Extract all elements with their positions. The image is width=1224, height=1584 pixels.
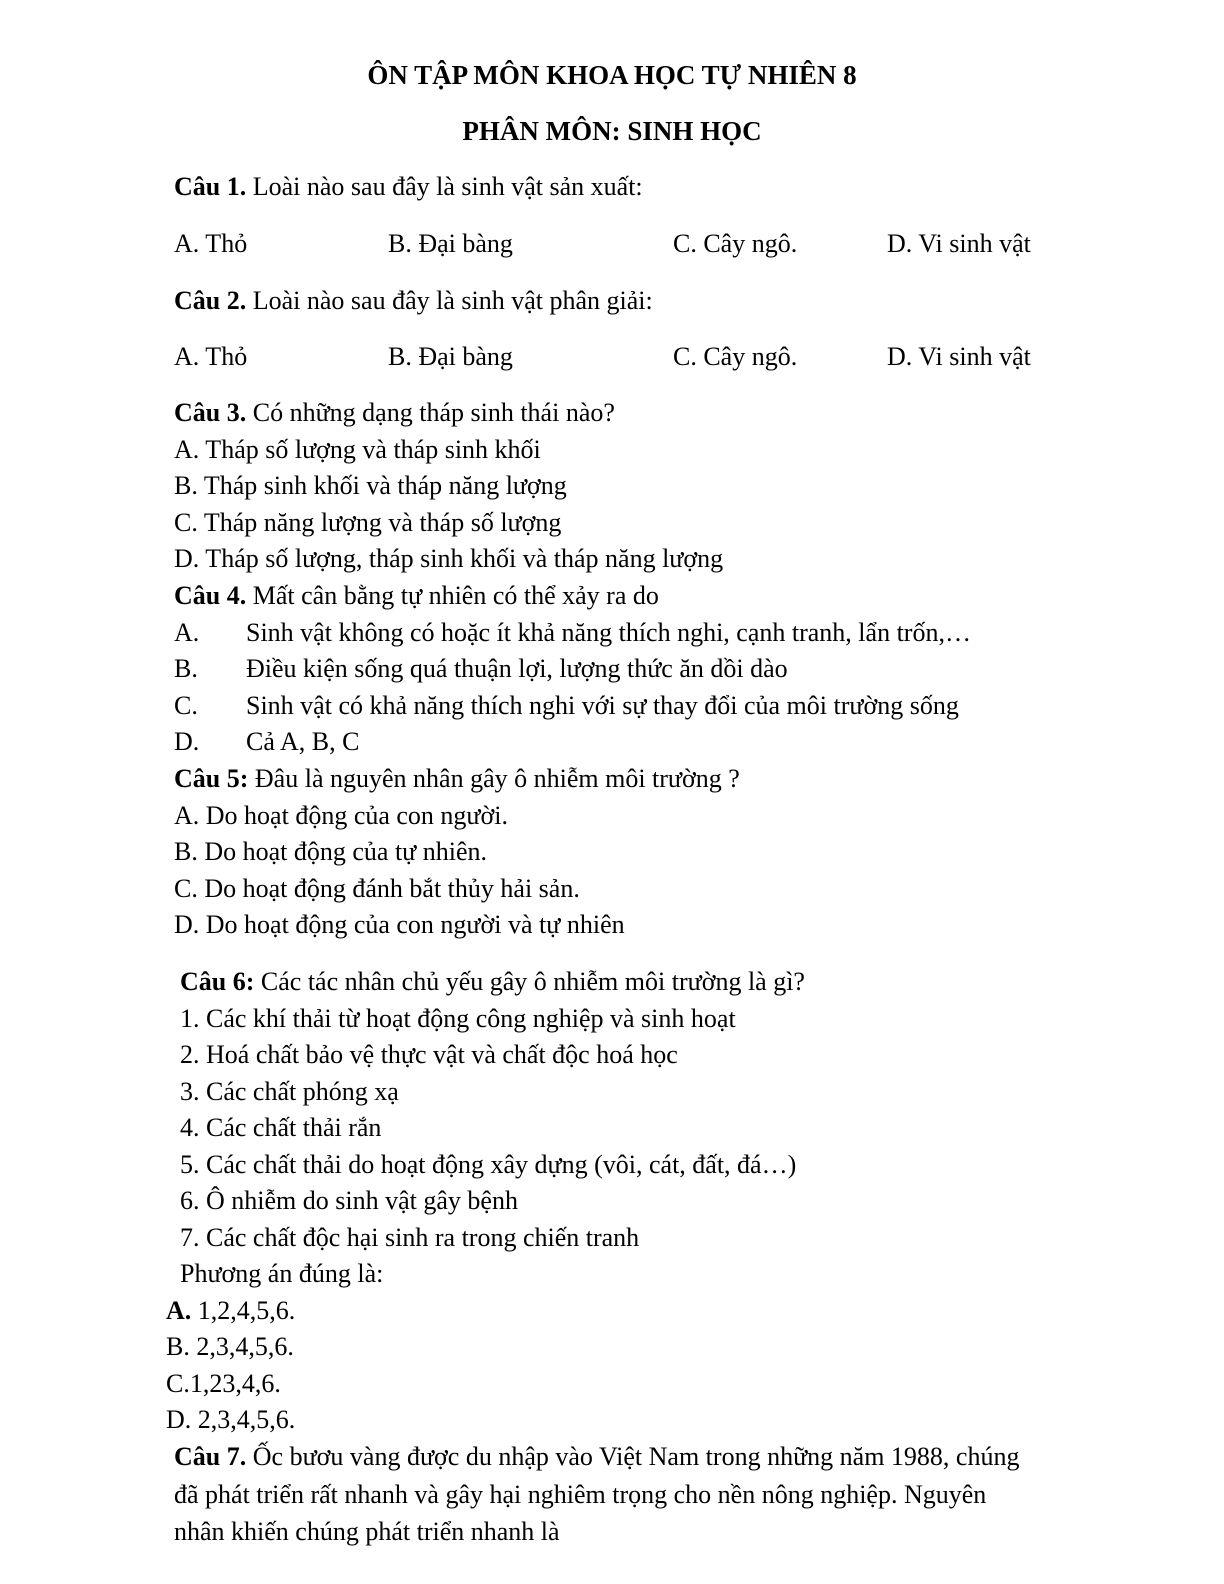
question-7 xyxy=(174,1444,1019,1470)
question-1-text: Loài nào sau đây là sinh vật sản xuất: xyxy=(246,172,643,201)
option-letter: B. xyxy=(174,654,198,683)
question-2-text: Loài nào sau đây là sinh vật phân giải: xyxy=(246,286,653,315)
option-text: 1,23,4,6. xyxy=(189,1369,281,1398)
option-text: 2,3,4,5,6. xyxy=(189,1332,294,1361)
option-text: 1,2,4,5,6. xyxy=(191,1296,296,1325)
question-5-option-b: B. Do hoạt động của tự nhiên. xyxy=(174,837,488,866)
question-6-option-b xyxy=(166,1334,294,1360)
question-3-label: Câu 3. xyxy=(174,398,247,427)
question-1-option-a: A. Thỏ xyxy=(174,229,248,258)
question-6-text: Các tác nhân chủ yếu gây ô nhiễm môi trường là gì? xyxy=(254,967,805,996)
question-6-option-d xyxy=(166,1407,295,1433)
question-3-option-b: B. Tháp sinh khối và tháp năng lượng xyxy=(174,471,567,500)
question-7-text-line-2: đã phát triển rất nhanh và gây hại nghiêm trọng cho nền nông nghiệp. Nguyên xyxy=(174,1480,987,1509)
question-4-option-b xyxy=(174,656,788,682)
question-1-option-d: D. Vi sinh vật xyxy=(887,229,1031,258)
option-letter: C. xyxy=(166,1369,190,1398)
option-letter: A. xyxy=(166,1296,192,1325)
option-letter: A. xyxy=(174,618,200,647)
question-6-option-c xyxy=(166,1371,281,1397)
question-3-option-a: A. Tháp số lượng và tháp sinh khối xyxy=(174,435,541,464)
question-6-option-a xyxy=(166,1298,295,1324)
question-4-text: Mất cân bằng tự nhiên có thể xảy ra do xyxy=(246,581,659,610)
question-4-option-c xyxy=(174,693,959,719)
option-text: 2,3,4,5,6. xyxy=(191,1405,296,1434)
question-7-label: Câu 7. xyxy=(174,1442,247,1471)
question-6-item-4: 4. Các chất thải rắn xyxy=(180,1113,382,1142)
question-2-option-b: B. Đại bàng xyxy=(388,342,513,371)
question-4 xyxy=(174,583,659,609)
question-7-text-line-3: nhân khiến chúng phát triển nhanh là xyxy=(174,1517,560,1546)
option-letter: D. xyxy=(166,1405,192,1434)
question-6-item-1: 1. Các khí thải từ hoạt động công nghiệp và sinh hoạt xyxy=(180,1004,736,1033)
option-text: Cả A, B, C xyxy=(246,727,360,756)
question-5-option-c: C. Do hoạt động đánh bắt thủy hải sản. xyxy=(174,874,580,903)
question-3-option-d: D. Tháp số lượng, tháp sinh khối và tháp năng lượng xyxy=(174,544,724,573)
question-1-option-c: C. Cây ngô. xyxy=(673,229,798,258)
question-5-text: Đâu là nguyên nhân gây ô nhiễm môi trường ? xyxy=(248,764,740,793)
question-6-item-5: 5. Các chất thải do hoạt động xây dựng (vôi, cát, đất, đá…) xyxy=(180,1150,797,1179)
question-6-answer-prompt: Phương án đúng là: xyxy=(180,1259,384,1288)
page-subtitle: PHÂN MÔN: SINH HỌC xyxy=(462,116,762,146)
question-1-label: Câu 1. xyxy=(174,172,247,201)
question-5 xyxy=(174,766,740,792)
question-6-label: Câu 6: xyxy=(180,967,255,996)
question-2-label: Câu 2. xyxy=(174,286,247,315)
question-6-item-2: 2. Hoá chất bảo vệ thực vật và chất độc hoá học xyxy=(180,1040,678,1069)
question-4-option-a xyxy=(174,620,971,646)
question-3-text: Có những dạng tháp sinh thái nào? xyxy=(246,398,615,427)
option-letter: B. xyxy=(166,1332,190,1361)
question-2-option-c: C. Cây ngô. xyxy=(673,342,798,371)
question-4-option-d xyxy=(174,729,359,755)
option-text: Sinh vật không có hoặc ít khả năng thích nghi, cạnh tranh, lẩn trốn,… xyxy=(246,618,971,647)
question-1 xyxy=(174,174,643,200)
question-5-option-d: D. Do hoạt động của con người và tự nhiên xyxy=(174,910,625,939)
question-1-option-b: B. Đại bàng xyxy=(388,229,513,258)
question-5-option-a: A. Do hoạt động của con người. xyxy=(174,801,509,830)
question-5-label: Câu 5: xyxy=(174,764,249,793)
question-3-option-c: C. Tháp năng lượng và tháp số lượng xyxy=(174,508,562,537)
question-6-item-7: 7. Các chất độc hại sinh ra trong chiến tranh xyxy=(180,1223,640,1252)
question-6-item-3: 3. Các chất phóng xạ xyxy=(180,1077,399,1106)
question-6-item-6: 6. Ô nhiễm do sinh vật gây bệnh xyxy=(180,1186,518,1215)
option-letter: D. xyxy=(174,727,200,756)
question-2 xyxy=(174,288,653,314)
question-2-option-d: D. Vi sinh vật xyxy=(887,342,1031,371)
question-7-text-line-1: Ốc bươu vàng được du nhập vào Việt Nam trong những năm 1988, chúng xyxy=(246,1442,1020,1471)
question-2-option-a: A. Thỏ xyxy=(174,342,248,371)
question-3 xyxy=(174,400,615,426)
option-text: Điều kiện sống quá thuận lợi, lượng thức ăn dồi dào xyxy=(246,654,788,683)
page-title: ÔN TẬP MÔN KHOA HỌC TỰ NHIÊN 8 xyxy=(367,60,857,90)
question-6 xyxy=(180,969,805,995)
option-text: Sinh vật có khả năng thích nghi với sự thay đổi của môi trường sống xyxy=(246,691,959,720)
question-4-label: Câu 4. xyxy=(174,581,247,610)
option-letter: C. xyxy=(174,691,198,720)
